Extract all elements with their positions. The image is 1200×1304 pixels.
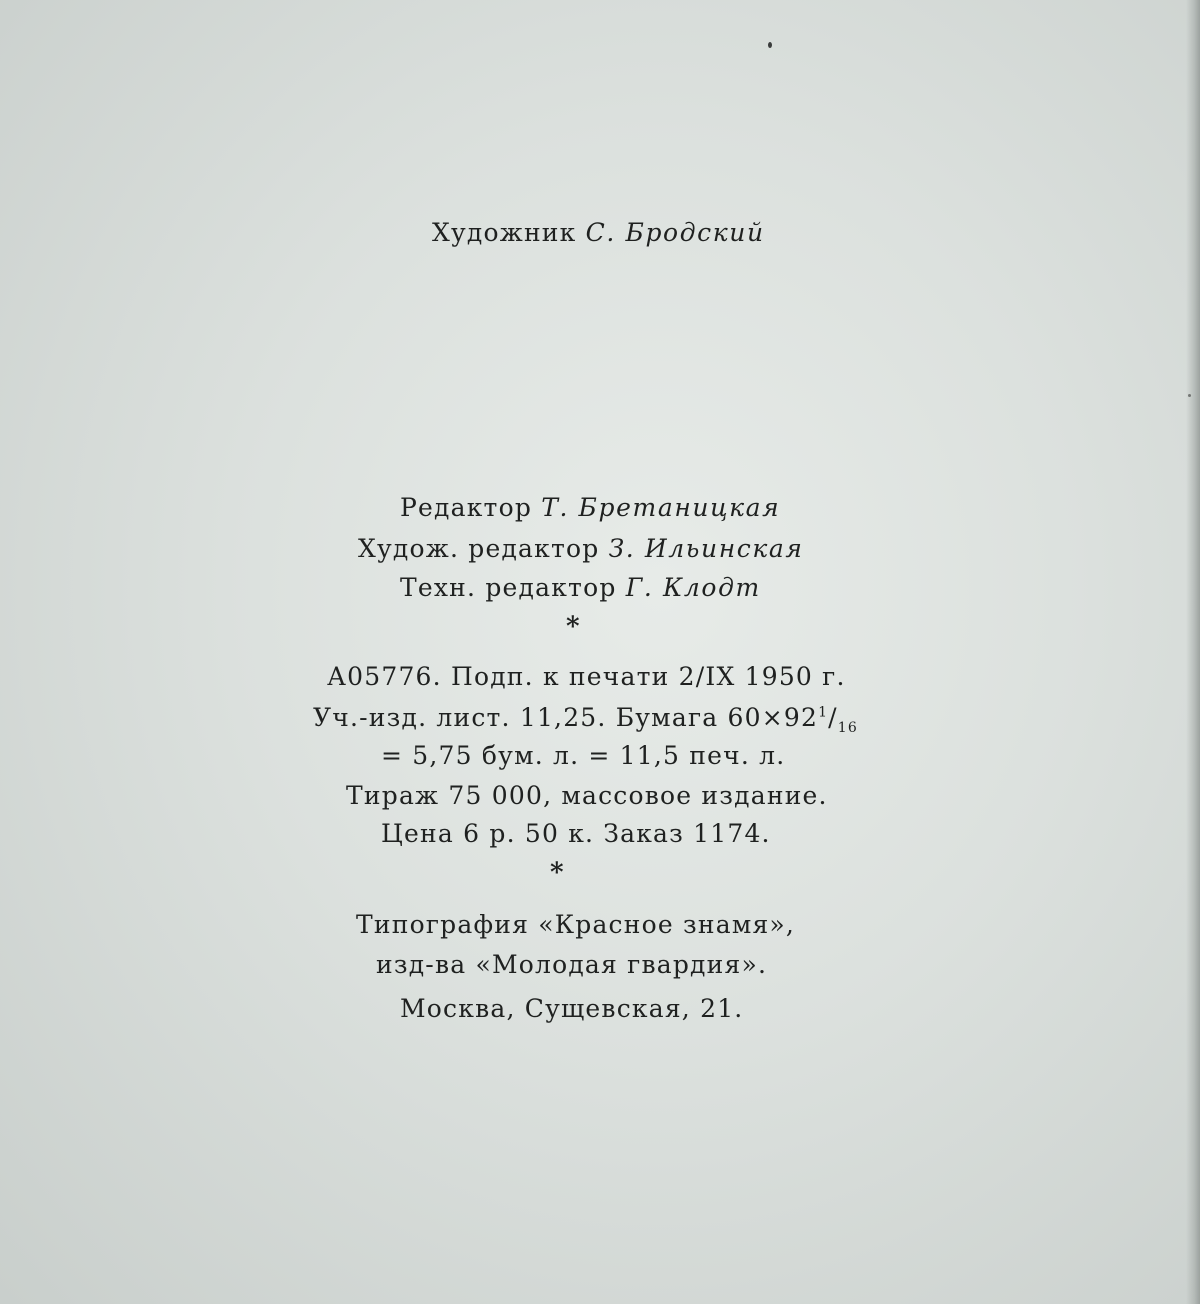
art-editor-role: Худож. редактор <box>358 534 600 563</box>
editor-name: Т. Бретаницкая <box>541 493 781 522</box>
imprint-line-4: Тираж 75 000, массовое издание. <box>346 781 828 810</box>
separator-asterisk: * <box>550 858 564 888</box>
imprint-line-2 <box>313 703 858 736</box>
separator-asterisk: * <box>566 612 580 642</box>
artist-name: С. Бродский <box>585 218 765 247</box>
imprint-line-2-text: Уч.-изд. лист. 11,25. Бумага 60×92 <box>313 703 819 732</box>
imprint-line-3: = 5,75 бум. л. = 11,5 печ. л. <box>381 741 786 770</box>
imprint-line-2-slash: / <box>828 703 838 732</box>
editor-line <box>400 493 780 522</box>
artist-role: Художник <box>432 218 577 247</box>
printer-line-1: Типография «Красное знамя», <box>356 910 796 939</box>
paper-speck <box>768 42 772 48</box>
imprint-line-2-sub: 16 <box>837 720 859 736</box>
imprint-line-1: А05776. Подп. к печати 2/IX 1950 г. <box>327 662 846 691</box>
tech-editor-line <box>400 573 761 602</box>
artist-credit <box>432 218 765 247</box>
page-edge-shadow <box>1186 0 1200 1304</box>
editor-role: Редактор <box>400 493 533 522</box>
imprint-line-2-sup: 1 <box>818 704 829 721</box>
art-editor-line <box>358 534 804 563</box>
printer-line-2: изд-ва «Молодая гвардия». <box>376 950 768 979</box>
imprint-line-5: Цена 6 р. 50 к. Заказ 1174. <box>381 819 771 848</box>
tech-editor-role: Техн. редактор <box>400 573 617 602</box>
paper-speck <box>1188 394 1191 397</box>
tech-editor-name: Г. Клодт <box>625 573 761 602</box>
art-editor-name: З. Ильинская <box>608 534 804 563</box>
printer-line-3: Москва, Сущевская, 21. <box>400 994 744 1023</box>
